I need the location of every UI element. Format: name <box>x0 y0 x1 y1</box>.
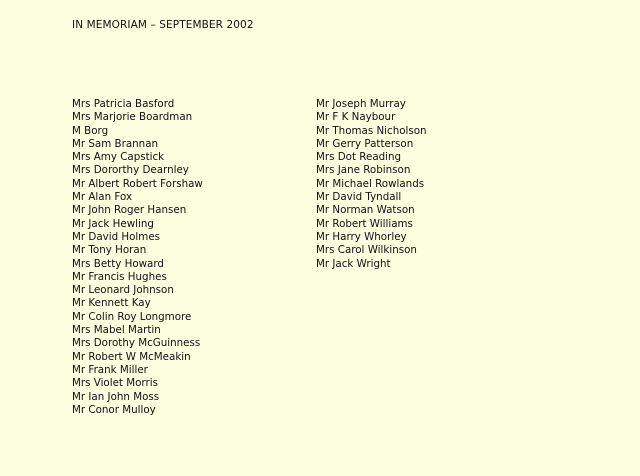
list-item: Mr Robert W McMeakin <box>72 350 191 363</box>
list-item: Mrs Dorothy McGuinness <box>72 337 201 350</box>
list-item: Mr Jack Hewling <box>72 217 154 230</box>
list-item: Mr Kennett Kay <box>72 297 151 310</box>
page-title: IN MEMORIAM – SEPTEMBER 2002 <box>72 19 254 31</box>
list-item: Mrs Carol Wilkinson <box>316 244 417 257</box>
list-item: Mr David Holmes <box>72 230 161 243</box>
list-item: Mrs Violet Morris <box>72 377 158 390</box>
list-item: Mrs Dororthy Dearnley <box>72 164 189 177</box>
list-item: Mr John Roger Hansen <box>72 204 187 217</box>
list-item: Mr David Tyndall <box>316 191 402 204</box>
list-item: Mrs Amy Capstick <box>72 151 165 164</box>
list-item: Mrs Patricia Basford <box>72 98 175 110</box>
list-item: Mr Colin Roy Longmore <box>72 310 192 323</box>
list-item: Mrs Betty Howard <box>72 257 164 270</box>
list-item: Mrs Dot Reading <box>316 151 402 164</box>
list-item: Mr Tony Horan <box>72 244 147 257</box>
list-item: Mr Gerry Patterson <box>316 137 414 150</box>
list-item: Mr Sam Brannan <box>72 137 159 150</box>
list-item: Mr Frank Miller <box>72 363 148 376</box>
list-item: Mrs Marjorie Boardman <box>72 111 193 124</box>
list-item: Mr F K Naybour <box>316 111 396 124</box>
list-item: Mr Michael Rowlands <box>316 177 425 190</box>
names-list-left <box>72 98 203 417</box>
list-item: Mr Joseph Murray <box>316 98 406 110</box>
list-item: Mr Albert Robert Forshaw <box>72 177 203 190</box>
list-item: Mr Francis Hughes <box>72 270 167 283</box>
list-item: Mr Leonard Johnson <box>72 284 174 297</box>
list-item: Mr Harry Whorley <box>316 230 407 243</box>
list-item: Mrs Mabel Martin <box>72 324 161 337</box>
list-item: Mr Jack Wright <box>316 257 391 270</box>
list-item: Mr Alan Fox <box>72 191 133 204</box>
list-item: Mr Ian John Moss <box>72 390 160 403</box>
list-item: Mr Robert Williams <box>316 217 413 230</box>
list-item: M Borg <box>72 124 109 137</box>
list-item: Mr Conor Mulloy <box>72 403 156 416</box>
names-list-right <box>316 98 427 271</box>
list-item: Mr Norman Watson <box>316 204 415 217</box>
list-item: Mrs Jane Robinson <box>316 164 411 177</box>
list-item: Mr Thomas Nicholson <box>316 124 427 137</box>
